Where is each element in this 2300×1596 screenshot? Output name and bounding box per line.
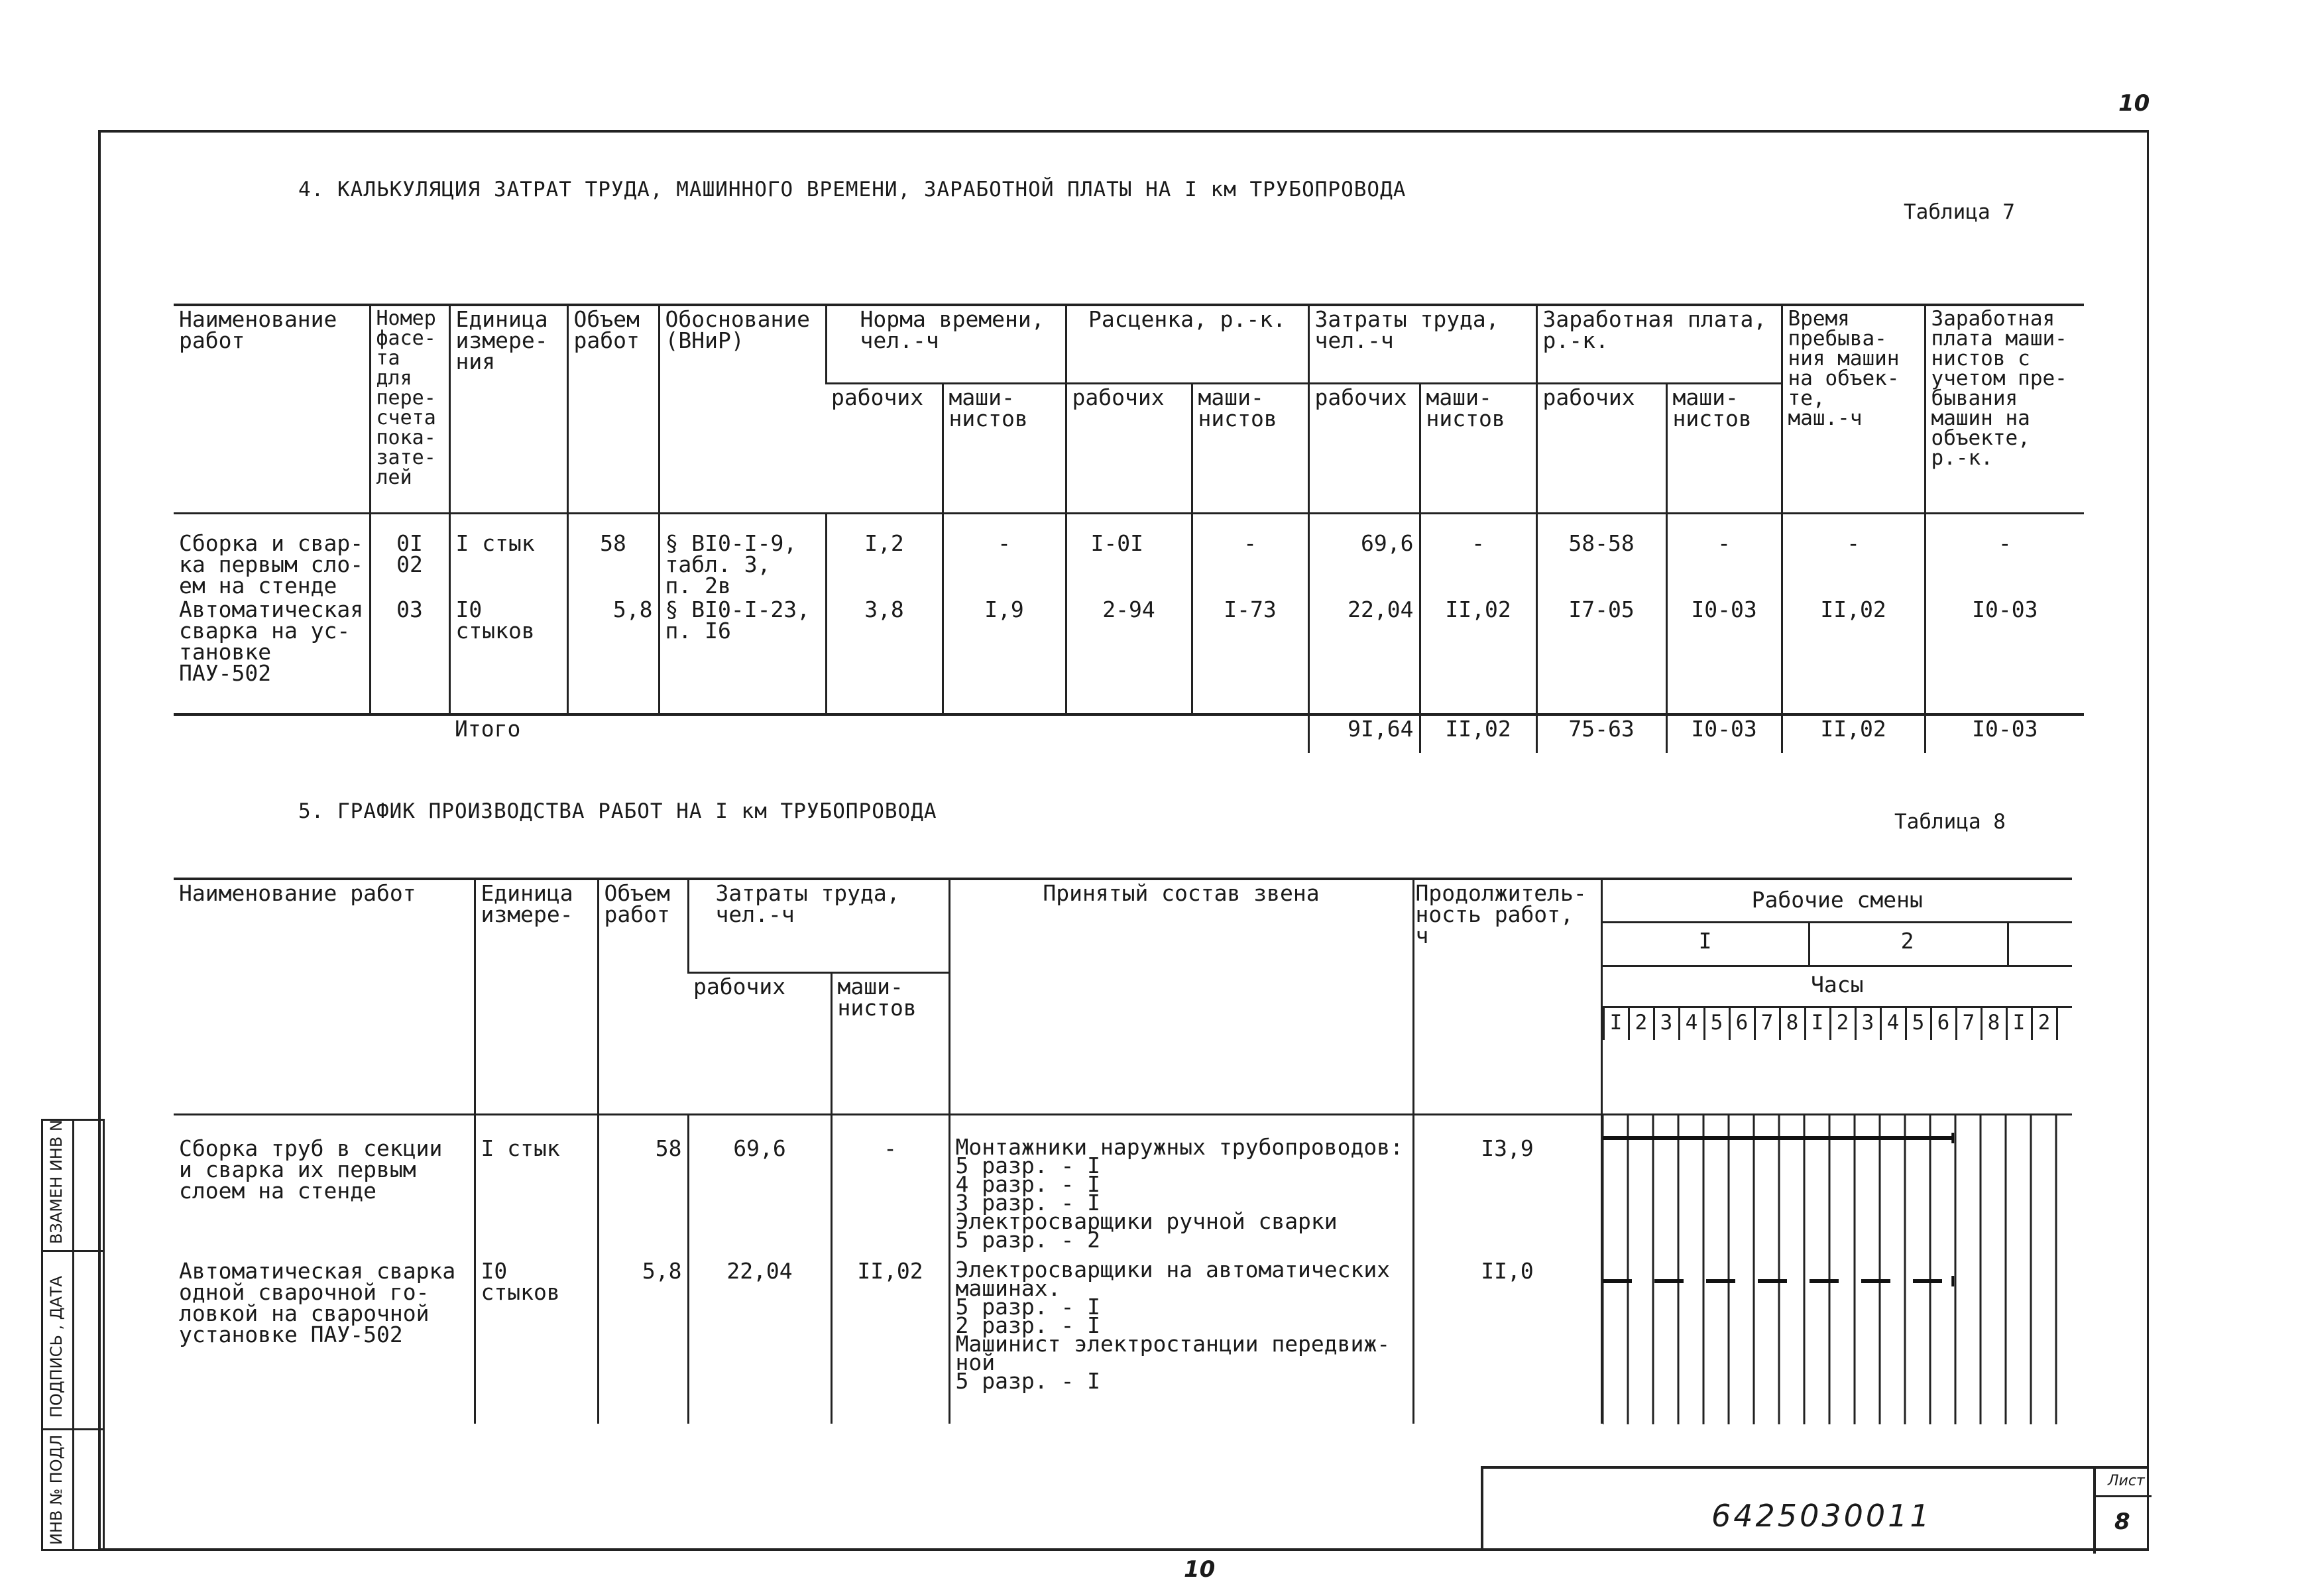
t7-r2-wage-w: I7-05: [1536, 597, 1666, 714]
hour-tick-6: 6: [1729, 1008, 1754, 1040]
t8-header-labor: Затраты труда, чел.-ч: [688, 879, 949, 972]
t7-header-basis: Обоснование (ВНиР): [659, 305, 826, 513]
section5-title: 5. ГРАФИК ПРОИЗВОДСТВА РАБОТ НА I км ТРУБОПРОВОДА: [298, 799, 937, 823]
t7-r1-rate-m: -: [1192, 513, 1308, 597]
t7-r1-facet: 0I 02: [370, 513, 449, 597]
t8-header-gantt: [1601, 879, 2072, 1115]
t8-header-shifts: Рабочие смены: [1751, 887, 1923, 913]
t7-header-machine-time: Время пребыва- ния машин на объек- те, маш.-ч: [1782, 305, 1925, 513]
t8-r2-name: Автоматическая сварка одной сварочной го- ловкой на сварочной установке ПАУ-502: [179, 1257, 456, 1347]
table7-label: Таблица 7: [1904, 200, 2015, 224]
t8-r2-labor-m: II,02: [831, 1258, 949, 1424]
t7-r1-wage-m: -: [1666, 513, 1782, 597]
t8-r1-unit: I стык: [475, 1115, 598, 1258]
t7-sub-labor-machinists: маши- нистов: [1420, 383, 1536, 513]
t8-sub-workers: рабочих: [688, 972, 831, 1114]
hour-tick-16: 8: [1981, 1008, 2006, 1040]
t8-header-name: Наименование работ: [174, 879, 475, 1115]
t7-r2-unit: I0 стыков: [449, 597, 567, 714]
hour-tick-13: 5: [1905, 1008, 1930, 1040]
t7-r2-norm-m: I,9: [943, 597, 1066, 714]
t8-row-1: [174, 1115, 2072, 1258]
t8-r2-volume: 5,8: [598, 1258, 688, 1424]
t7-r2-labor-m: II,02: [1420, 597, 1536, 714]
t7-total-machine-time: II,02: [1782, 714, 1925, 753]
t7-r2-facet: 03: [370, 597, 449, 714]
t7-total-wage-m: I0-03: [1666, 714, 1782, 753]
t7-r1-labor-m: -: [1420, 513, 1536, 597]
t7-r2-machine-wage: I0-03: [1925, 597, 2084, 714]
t7-r2-basis: § BI0-I-23, п. I6: [659, 597, 826, 714]
table-7: [174, 304, 2084, 753]
hour-tick-15: 7: [1955, 1008, 1981, 1040]
t7-sub-norm-machinists: маши- нистов: [943, 383, 1066, 513]
t7-r2-norm-w: 3,8: [826, 597, 943, 714]
hour-tick-9: I: [1804, 1008, 1829, 1040]
t7-header-rate: Расценка, р.-к.: [1066, 305, 1308, 383]
t7-r2-name: Автоматическая сварка на ус- тановке ПАУ-502: [179, 596, 364, 686]
t7-r2-rate-w: 2-94: [1066, 597, 1192, 714]
hour-tick-10: 2: [1829, 1008, 1855, 1040]
t7-row-2: [174, 597, 2084, 714]
t8-gantt-body: [1601, 1115, 2072, 1424]
t7-sub-rate-workers: рабочих: [1066, 383, 1192, 513]
t7-sub-wage-machinists: маши- нистов: [1666, 383, 1782, 513]
t8-r2-unit: I0 стыков: [475, 1258, 598, 1424]
t7-header-facet: Номер фасе- та для пере- счета пока- зате- лей: [370, 305, 449, 513]
t8-header-crew: Принятый состав звена: [949, 879, 1413, 1115]
t7-header-labor: Затраты труда, чел.-ч: [1308, 305, 1536, 383]
t7-r2-volume: 5,8: [567, 597, 659, 714]
t7-sub-norm-workers: рабочих: [826, 383, 943, 513]
sheet-label: Лист: [2108, 1473, 2145, 1489]
t8-r2-labor-w: 22,04: [688, 1258, 831, 1424]
t7-r1-labor-w: 69,6: [1308, 513, 1420, 597]
t7-r2-wage-m: I0-03: [1666, 597, 1782, 714]
document-code: 6425030011: [1711, 1498, 1932, 1534]
t7-r1-rate-w: I-0I: [1066, 513, 1192, 597]
page-number-top: 10: [2118, 90, 2150, 117]
t8-r1-crew: Монтажники наружных трубопроводов: 5 разр. - I 4 разр. - I 3 разр. - I Электросварщики ручной сварки 5 разр. - 2: [949, 1115, 1413, 1258]
hour-tick-18: 2: [2031, 1008, 2056, 1040]
t8-header-volume: Объем работ: [598, 879, 688, 1115]
t7-total-labor-m: II,02: [1420, 714, 1536, 753]
t8-r1-volume: 58: [598, 1115, 688, 1258]
sheet-number: 8: [2114, 1509, 2130, 1535]
t7-r2-labor-w: 22,04: [1308, 597, 1420, 714]
t8-header-shift1: I: [1698, 928, 1712, 954]
t7-sub-rate-machinists: маши- нистов: [1192, 383, 1308, 513]
hour-tick-12: 4: [1880, 1008, 1905, 1040]
t8-header-duration: Продолжитель- ность работ, ч: [1413, 879, 1601, 1115]
t7-r1-basis: § BI0-I-9, табл. 3, п. 2в: [659, 513, 826, 597]
t7-r1-norm-w: I,2: [826, 513, 943, 597]
t7-header-name: Наименование работ: [174, 305, 370, 513]
stamp-replace-inv: ВЗАМЕН ИНВ N: [47, 1119, 66, 1244]
t7-header-volume: Объем работ: [567, 305, 659, 513]
hour-tick-17: I: [2006, 1008, 2031, 1040]
section4-title: 4. КАЛЬКУЛЯЦИЯ ЗАТРАТ ТРУДА, МАШИННОГО ВРЕМЕНИ, ЗАРАБОТНОЙ ПЛАТЫ НА I км ТРУБОПРОВОДА: [298, 178, 1407, 201]
t7-total-labor-w: 9I,64: [1308, 714, 1420, 753]
t7-sub-wage-workers: рабочих: [1536, 383, 1666, 513]
t7-r1-wage-w: 58-58: [1536, 513, 1666, 597]
hour-tick-5: 5: [1703, 1008, 1729, 1040]
t8-sub-machinists: маши- нистов: [831, 972, 949, 1114]
t8-header-hours: Часы: [1811, 972, 1864, 997]
t7-r1-unit: I стык: [449, 513, 567, 597]
hour-tick-11: 3: [1855, 1008, 1880, 1040]
t7-total-machine-wage: I0-03: [1925, 714, 2084, 753]
hour-tick-4: 4: [1678, 1008, 1703, 1040]
title-block: [1481, 1466, 2149, 1551]
table8-label: Таблица 8: [1894, 810, 2006, 834]
page-number-bottom: 10: [1184, 1556, 1216, 1583]
t7-total-wage-w: 75-63: [1536, 714, 1666, 753]
t8-r1-labor-m: -: [831, 1115, 949, 1258]
t7-header-machine-wage: Заработная плата маши- нистов с учетом пре- бывания машин на объекте, р.-к.: [1925, 305, 2084, 513]
t8-hour-ticks: [1603, 1008, 2053, 1040]
t7-r1-name: Сборка и свар- ка первым сло- ем на стенде: [179, 530, 364, 598]
t7-header-unit: Единица измере- ния: [449, 305, 567, 513]
stamp-signature-date: ПОДПИСЬ , ДАТА: [47, 1275, 66, 1418]
t7-total-row: [174, 714, 2084, 753]
t7-row-1: [174, 513, 2084, 597]
t8-header-unit: Единица измере-: [475, 879, 598, 1115]
hour-tick-7: 7: [1754, 1008, 1779, 1040]
t7-r1-machine-wage: -: [1925, 513, 2084, 597]
t7-header-norm: Норма времени, чел.-ч: [826, 305, 1066, 383]
t7-r1-machine-time: -: [1782, 513, 1925, 597]
side-stamp: [41, 1119, 105, 1551]
hour-tick-1: I: [1603, 1008, 1628, 1040]
hour-tick-14: 6: [1930, 1008, 1955, 1040]
t8-r1-name: Сборка труб в секции и сварка их первым слоем на стенде: [179, 1135, 443, 1204]
hour-tick-8: 8: [1779, 1008, 1804, 1040]
t7-sub-labor-workers: рабочих: [1308, 383, 1420, 513]
table-8: [174, 878, 2072, 1424]
stamp-inv-no: ИНВ № ПОДЛ: [47, 1434, 66, 1545]
hour-tick-3: 3: [1653, 1008, 1678, 1040]
t7-total-label: Итого: [449, 714, 567, 753]
t7-r2-rate-m: I-73: [1192, 597, 1308, 714]
t8-r2-duration: II,0: [1413, 1258, 1601, 1424]
t7-r1-volume: 58: [567, 513, 659, 597]
t8-header-shift2: 2: [1900, 928, 1914, 954]
t7-r1-norm-m: -: [943, 513, 1066, 597]
t8-r1-labor-w: 69,6: [688, 1115, 831, 1258]
gantt-chart: [1603, 1115, 2073, 1424]
hour-tick-2: 2: [1628, 1008, 1653, 1040]
t8-r2-crew: Электросварщики на автоматических машинах. 5 разр. - I 2 разр. - I Машинист электростанции передвиж- ной 5 разр. - I: [949, 1258, 1413, 1424]
t8-r1-duration: I3,9: [1413, 1115, 1601, 1258]
t7-header-wage: Заработная плата, р.-к.: [1536, 305, 1782, 383]
t7-r2-machine-time: II,02: [1782, 597, 1925, 714]
